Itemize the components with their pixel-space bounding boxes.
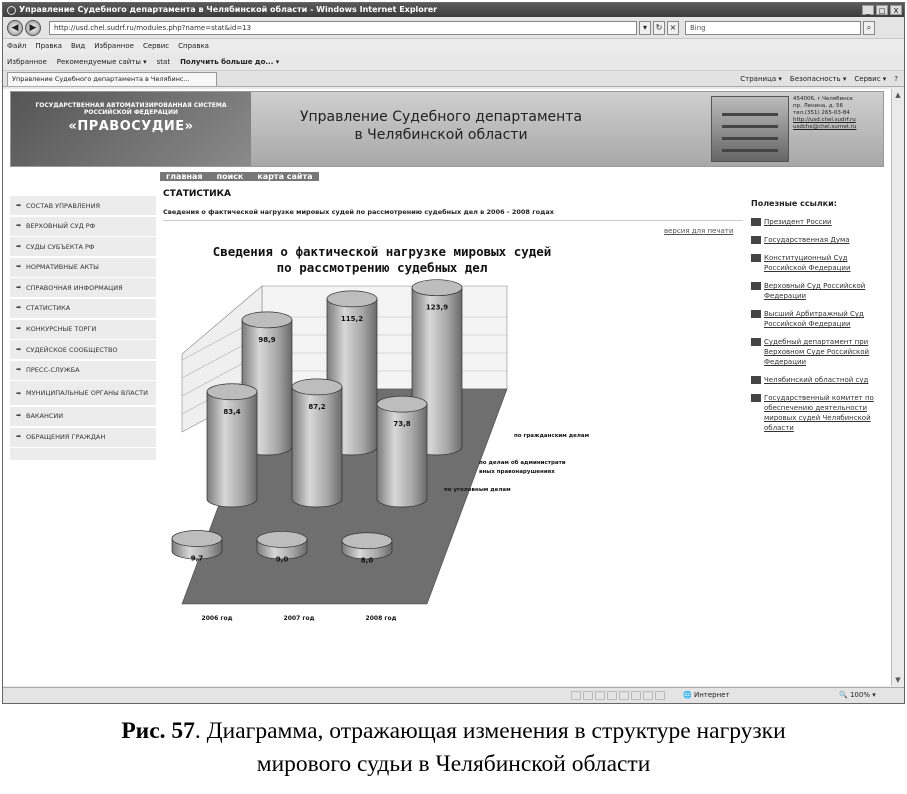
- category-tick-label: 2007 год: [283, 615, 315, 622]
- menu-item-supreme-court[interactable]: ➡ ВЕРХОВНЫЙ СУД РФ: [10, 217, 156, 237]
- top-nav: [160, 172, 319, 181]
- print-version-link[interactable]: версия для печати: [664, 227, 734, 235]
- browser-tab[interactable]: Управление Судебного департамента в Челябинс...: [7, 72, 217, 86]
- series-label: по делам об администрати: [479, 460, 566, 466]
- menu-item-municipal[interactable]: ➡ МУНИЦИПАЛЬНЫЕ ОРГАНЫ ВЛАСТИ: [10, 381, 156, 406]
- flag-icon: [751, 254, 761, 262]
- vertical-scrollbar[interactable]: [891, 89, 904, 686]
- favorites-bar: [3, 53, 904, 71]
- arrow-icon: ➡: [16, 366, 22, 374]
- menu-item-staff[interactable]: ➡ СОСТАВ УПРАВЛЕНИЯ: [10, 196, 156, 216]
- page-menu-button[interactable]: Страница ▾: [740, 75, 782, 83]
- cylinder-bar-top: [327, 291, 377, 307]
- left-menu-footer: [10, 448, 156, 460]
- menu-favorites[interactable]: Избранное: [94, 42, 134, 50]
- data-label: 9,7: [190, 554, 204, 563]
- cylinder-bar-top: [172, 531, 222, 547]
- chart-title-line2: по рассмотрению судебных дел: [276, 260, 488, 275]
- data-label: 123,9: [425, 303, 449, 312]
- building-image: [711, 96, 789, 162]
- link-supreme-court[interactable]: Верховный Суд Российской Федерации: [751, 281, 891, 301]
- zoom-level[interactable]: 🔍 100% ▾: [839, 691, 876, 699]
- nav-home[interactable]: главная: [166, 172, 203, 181]
- menu-help[interactable]: Справка: [178, 42, 209, 50]
- series-label: вных правонарушениях: [479, 469, 555, 475]
- menu-item-reference[interactable]: ➡ СПРАВОЧНАЯ ИНФОРМАЦИЯ: [10, 278, 156, 298]
- safety-menu-button[interactable]: Безопасность ▾: [789, 75, 847, 83]
- search-icon[interactable]: ⌕: [863, 21, 875, 35]
- link-arbitration-court[interactable]: Высший Арбитражный Суд Российской Федерации: [751, 309, 891, 329]
- arrow-icon: ➡: [16, 433, 22, 441]
- series-label: по уголовным делам: [444, 487, 511, 493]
- main-content: [163, 189, 743, 622]
- minimize-button[interactable]: _: [862, 5, 874, 15]
- data-label: 115,2: [340, 314, 364, 323]
- pravosudie-logo[interactable]: [11, 92, 251, 166]
- status-bar: [3, 687, 904, 703]
- chart-svg: [172, 244, 592, 622]
- menu-bar: [3, 39, 904, 53]
- ie-icon: [7, 6, 16, 15]
- page-viewport: [3, 89, 891, 686]
- title-bar: [3, 3, 904, 17]
- caption-text: . Диаграмма, отражающая изменения в структуре нагрузки: [194, 718, 786, 744]
- nav-search[interactable]: поиск: [216, 172, 244, 181]
- get-more-addons-link[interactable]: Получить больше до... ▾: [180, 58, 280, 66]
- flag-icon: [751, 376, 761, 384]
- flag-icon: [751, 236, 761, 244]
- figure-caption: [0, 715, 907, 781]
- scroll-down-icon[interactable]: ▼: [895, 676, 901, 684]
- cylinder-bar-top: [242, 312, 292, 328]
- url-dropdown-icon[interactable]: ▾: [639, 21, 651, 35]
- cylinder-bar-top: [342, 533, 392, 549]
- data-label: 8,0: [360, 556, 374, 565]
- favorites-button[interactable]: Избранное: [7, 58, 47, 66]
- cylinder-bar-top: [257, 531, 307, 547]
- maximize-button[interactable]: □: [876, 5, 888, 15]
- page-title: СТАТИСТИКА: [163, 189, 231, 199]
- flag-icon: [751, 282, 761, 290]
- menu-file[interactable]: Файл: [7, 42, 27, 50]
- menu-item-tenders[interactable]: ➡ КОНКУРСНЫЕ ТОРГИ: [10, 320, 156, 340]
- useful-links: [751, 199, 891, 441]
- forward-button[interactable]: ▶: [25, 20, 41, 36]
- url-input[interactable]: http://usd.chel.sudrf.ru/modules.php?name=stat&id=13: [49, 21, 637, 35]
- page-subtitle: Сведения о фактической нагрузке мировых судей по рассмотрению судебных дел в 2006 - 2008 годах: [163, 208, 743, 221]
- arrow-icon: ➡: [16, 201, 22, 209]
- contacts-block: [793, 96, 881, 131]
- useful-links-heading: Полезные ссылки:: [751, 199, 837, 208]
- security-zone[interactable]: 🌐 Интернет: [683, 691, 730, 699]
- contacts-street: пр. Ленина, д. 56: [793, 103, 844, 109]
- contacts-phone: тел.(351) 265-03-84: [793, 110, 850, 116]
- link-duma[interactable]: Государственная Дума: [751, 235, 891, 245]
- tab-bar: [3, 71, 904, 87]
- flag-icon: [751, 218, 761, 226]
- site-title-line1: Управление Судебного департамента: [299, 109, 583, 125]
- stop-icon[interactable]: ×: [667, 21, 679, 35]
- chart-title-line1: Сведения о фактической нагрузке мировых судей: [212, 244, 552, 259]
- link-state-committee[interactable]: Государственный комитет по обеспечению деятельности мировых судей Челябинской области: [751, 393, 891, 433]
- tools-menu-button[interactable]: Сервис ▾: [854, 75, 887, 83]
- menu-item-appeals[interactable]: ➡ ОБРАЩЕНИЯ ГРАЖДАН: [10, 428, 156, 448]
- arrow-icon: ➡: [16, 325, 22, 333]
- contacts-site-link[interactable]: http://usd.chel.sudrf.ru: [793, 117, 856, 123]
- address-bar: [3, 17, 904, 39]
- refresh-icon[interactable]: ↻: [653, 21, 665, 35]
- menu-item-press[interactable]: ➡ ПРЕСС-СЛУЖБА: [10, 361, 156, 381]
- arrow-icon: ➡: [16, 389, 22, 397]
- menu-edit[interactable]: Правка: [35, 42, 62, 50]
- site-title: [291, 108, 591, 144]
- logo-caption: ГОСУДАРСТВЕННАЯ АВТОМАТИЗИРОВАННАЯ СИСТЕМА РОССИЙСКОЙ ФЕДЕРАЦИИ: [35, 102, 227, 116]
- data-label: 98,9: [258, 335, 276, 344]
- contacts-address: 454006, г.Челябинск: [793, 96, 854, 102]
- menu-view[interactable]: Вид: [70, 42, 86, 50]
- menu-item-normative-acts[interactable]: ➡ НОРМАТИВНЫЕ АКТЫ: [10, 258, 156, 278]
- link-regional-court[interactable]: Челябинский областной суд: [751, 375, 891, 385]
- command-bar: [740, 72, 898, 86]
- window-title: Управление Судебного департамента в Челябинской области - Windows Internet Explorer: [19, 5, 438, 14]
- data-label: 83,4: [223, 407, 241, 416]
- flag-icon: [751, 338, 761, 346]
- arrow-icon: ➡: [16, 283, 22, 291]
- data-label: 9,0: [275, 555, 289, 564]
- arrow-icon: ➡: [16, 222, 22, 230]
- stat-link[interactable]: stat: [156, 58, 171, 66]
- left-menu: [10, 196, 156, 460]
- caption-line1: [0, 715, 907, 748]
- search-input[interactable]: Bing: [685, 21, 861, 35]
- link-president[interactable]: Президент России: [751, 217, 891, 227]
- arrow-icon: ➡: [16, 263, 22, 271]
- cylinder-bar-top: [412, 280, 462, 296]
- logo-title: «ПРАВОСУДИЕ»: [68, 119, 194, 134]
- arrow-icon: ➡: [16, 242, 22, 250]
- browser-window: [2, 2, 905, 704]
- flag-icon: [751, 310, 761, 318]
- arrow-icon: ➡: [16, 345, 22, 353]
- chart: [172, 244, 592, 622]
- menu-tools[interactable]: Сервис: [142, 42, 170, 50]
- nav-sitemap[interactable]: карта сайта: [257, 172, 313, 181]
- link-constitutional-court[interactable]: Конституционный Суд Российской Федерации: [751, 253, 891, 273]
- back-button[interactable]: ◀: [7, 20, 23, 36]
- scroll-up-icon[interactable]: ▲: [895, 91, 901, 99]
- recommended-sites-link[interactable]: Рекомендуемые сайты ▾: [56, 58, 147, 66]
- data-label: 73,8: [393, 420, 411, 429]
- caption-line2: мирового судьи в Челябинской области: [256, 751, 651, 777]
- help-button[interactable]: ?: [894, 75, 898, 83]
- cylinder-bar-top: [207, 384, 257, 400]
- arrow-icon: ➡: [16, 304, 22, 312]
- menu-item-regional-courts[interactable]: ➡ СУДЫ СУБЪЕКТА РФ: [10, 237, 156, 257]
- site-header: [10, 91, 884, 167]
- arrow-icon: ➡: [16, 412, 22, 420]
- chart-back-wall: [262, 286, 507, 389]
- flag-icon: [751, 394, 761, 402]
- series-label: по гражданским делам: [514, 433, 590, 439]
- data-label: 87,2: [308, 402, 326, 411]
- cylinder-bar-top: [292, 379, 342, 395]
- caption-label: Рис. 57: [121, 718, 195, 744]
- status-cells: [571, 691, 665, 700]
- link-judicial-department[interactable]: Судебный департамент при Верховном Суде Российской Федерации: [751, 337, 891, 367]
- menu-item-statistics[interactable]: ➡ СТАТИСТИКА: [10, 299, 156, 319]
- category-tick-label: 2008 год: [365, 615, 397, 622]
- contacts-email-link[interactable]: usdche@chel.surnet.ru: [793, 124, 857, 130]
- close-button[interactable]: X: [890, 5, 902, 15]
- cylinder-bar-top: [377, 396, 427, 412]
- menu-item-judicial-community[interactable]: ➡ СУДЕЙСКОЕ СООБЩЕСТВО: [10, 340, 156, 360]
- site-title-line2: в Челябинской области: [354, 127, 528, 143]
- category-tick-label: 2006 год: [201, 615, 233, 622]
- menu-item-vacancies[interactable]: ➡ ВАКАНСИИ: [10, 407, 156, 427]
